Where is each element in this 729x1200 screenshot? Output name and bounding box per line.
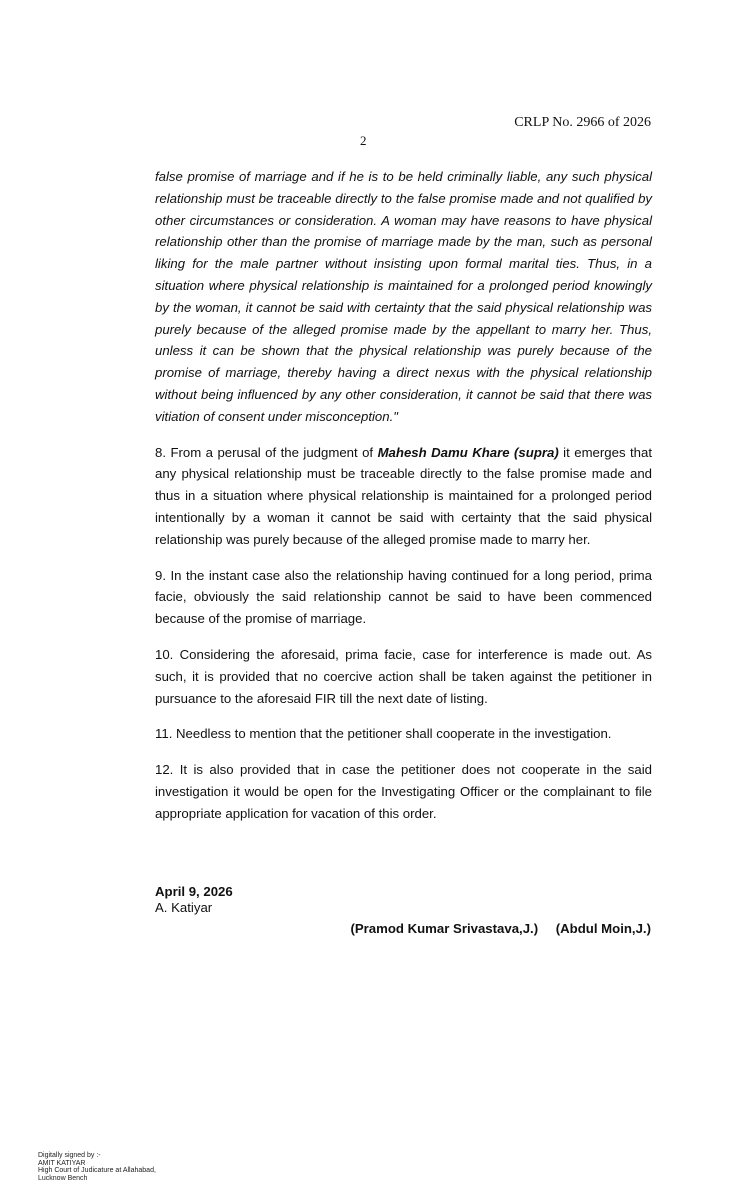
judge-2-name: (Abdul Moin,J.): [555, 921, 651, 936]
signature-line-3: High Court of Judicature at Allahabad,: [38, 1167, 156, 1175]
order-date: April 9, 2026: [155, 884, 233, 899]
signature-line-4: Lucknow Bench: [38, 1174, 88, 1182]
quoted-judgment-text: false promise of marriage and if he is to be held criminally liable, any such physical relationship must be traceable directly to the false promise made and not qualified by other circumstances or consideration. A woman may have reasons to have physical relationship other than the promise of marriage made by the man, such as personal liking for the male partner without insisting upon formal marital ties. Thus, in a situation where physical relationship is maintained for a prolonged period knowingly by the woman, it cannot be said with certainty that the said physical relationship was purely because of the alleged promise made by the appellant to marry her. Thus, unless it can be shown that the physical relationship was purely because of the promise of marriage, thereby having a direct nexus with the physical relationship without being influenced by any other consideration, it cannot be said that there was vitiation of consent under misconception.": [155, 169, 652, 424]
paragraph-9: 9. In the instant case also the relationship having continued for a long period, prima facie, obviously the said relationship cannot be said to have been commenced because of the promise of marriage.: [155, 567, 652, 627]
page-number: 2: [360, 133, 367, 148]
digital-signature-block: [38, 1152, 156, 1182]
paragraph-8: [155, 442, 652, 551]
paragraph-8-rest: it emerges that any physical relationship must be traceable directly to the false promise made and thus in a situation where physical relationship is maintained for a prolonged period intentionally by a woman it cannot be said with certainty that the said physical relationship was purely because of the alleged promise made to marry her.: [155, 444, 652, 547]
paragraph-8-intro: 8. From a perusal of the judgment of: [155, 444, 378, 460]
paragraph-10: 10. Considering the aforesaid, prima facie, case for interference is made out. As such, it is provided that no coercive action shall be taken against the petitioner in pursuance to the aforesaid FIR till the next date of listing.: [155, 646, 652, 706]
judge-1-name: (Pramod Kumar Srivastava,J.): [350, 921, 539, 936]
paragraph-11: 11. Needless to mention that the petitioner shall cooperate in the investigation.: [155, 726, 612, 742]
signature-line-1: Digitally signed by :-: [38, 1152, 101, 1159]
stenographer-initials: A. Katiyar: [155, 900, 213, 915]
order-body: [155, 166, 652, 839]
paragraph-12: 12. It is also provided that in case the petitioner does not cooperate in the said investigation it would be open for the Investigating Officer or the complainant to file appropriate application for vacation of this order.: [155, 762, 652, 821]
case-number: CRLP No. 2966 of 2026: [514, 115, 651, 130]
case-citation: Mahesh Damu Khare (supra): [377, 444, 559, 460]
judges-signature-line: [350, 921, 651, 936]
signature-line-2: AMIT KATIYAR: [38, 1159, 86, 1167]
